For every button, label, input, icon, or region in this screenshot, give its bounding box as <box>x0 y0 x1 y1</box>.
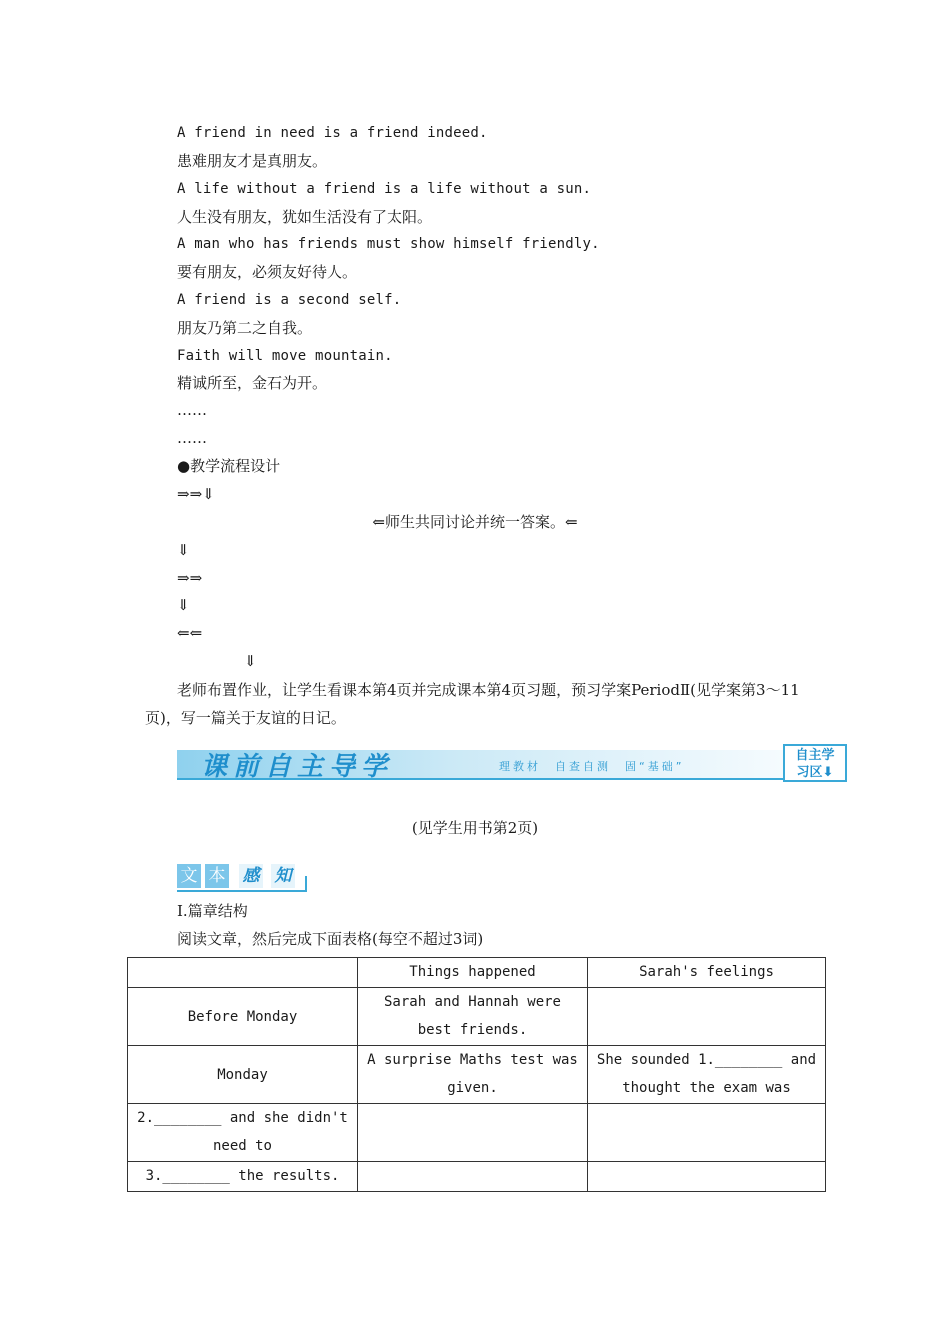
instruction: 阅读文章，然后完成下面表格(每空不超过3词) <box>177 930 484 948</box>
page-reference: (见学生用书第2页) <box>411 819 539 837</box>
structure-table <box>127 957 826 1192</box>
table-cell: Before Monday <box>128 988 358 1046</box>
banner-subtitle: 理教材 自查自测 固“基础” <box>499 760 685 773</box>
proverb-en-3: A man who has friends must show himself friendly. <box>177 236 600 252</box>
table-cell <box>358 1162 588 1192</box>
homework-paragraph: 老师布置作业，让学生看课本第4页并完成课本第4页习题，预习学案PeriodⅡ(见学案第3～11页)，写一篇关于友谊的日记。 <box>145 681 800 727</box>
table-header <box>128 958 358 988</box>
badge-line-1: 自主学 <box>795 748 835 763</box>
table-row <box>128 988 826 1046</box>
flow-arrows: ⇓ <box>244 652 257 670</box>
flow-arrows: ⇒⇒⇓ <box>177 485 215 503</box>
proverb-en-5: Faith will move mountain. <box>177 348 393 364</box>
proverb-cn-1: 患难朋友才是真朋友。 <box>177 152 328 170</box>
flow-arrows: ⇐⇐ <box>177 624 203 642</box>
proverb-cn-3: 要有朋友，必须友好待人。 <box>177 263 358 281</box>
table-row <box>128 1162 826 1192</box>
tag-char: 知 <box>271 864 295 888</box>
flow-arrows: ⇓ <box>177 596 190 614</box>
flow-discussion: ⇐师生共同讨论并统一答案。⇐ <box>372 513 578 531</box>
table-cell: 3.________ the results. <box>128 1162 358 1192</box>
tag-char: 本 <box>205 864 229 888</box>
table-header: Sarah's feelings <box>588 958 826 988</box>
table-cell: A surprise Maths test was given. <box>358 1046 588 1104</box>
self-study-badge <box>783 744 847 782</box>
banner-title: 课前自主导学 <box>201 752 394 782</box>
tag-char: 感 <box>239 864 263 888</box>
table-row <box>128 1104 826 1162</box>
flow-arrows: ⇒⇒ <box>177 569 203 587</box>
table-row <box>128 1046 826 1104</box>
tag-underline <box>177 890 307 892</box>
table-header-row <box>128 958 826 988</box>
proverb-en-4: A friend is a second self. <box>177 292 402 308</box>
table-cell <box>588 1162 826 1192</box>
proverb-cn-2: 人生没有朋友，犹如生活没有了太阳。 <box>177 208 433 226</box>
proverb-cn-5: 精诚所至，金石为开。 <box>177 374 328 392</box>
proverb-en-2: A life without a friend is a life without a sun. <box>177 181 592 197</box>
ellipsis: …… <box>177 401 207 419</box>
table-cell <box>358 1104 588 1162</box>
table-cell: 2.________ and she didn't need to <box>128 1104 358 1162</box>
flow-heading: ●教学流程设计 <box>177 457 281 475</box>
ellipsis: …… <box>177 429 207 447</box>
part-heading: Ⅰ.篇章结构 <box>177 902 248 920</box>
badge-line-2: 习区⬇ <box>796 765 834 780</box>
tag-underline <box>305 876 307 892</box>
tag-char: 文 <box>177 864 201 888</box>
proverb-cn-4: 朋友乃第二之自我。 <box>177 319 313 337</box>
table-header: Things happened <box>358 958 588 988</box>
table-cell: She sounded 1.________ and thought the exam was <box>588 1046 826 1104</box>
proverb-en-1: A friend in need is a friend indeed. <box>177 125 488 141</box>
table-cell: Monday <box>128 1046 358 1104</box>
flow-arrows: ⇓ <box>177 541 190 559</box>
section-banner <box>177 744 849 784</box>
table-cell: Sarah and Hannah were best friends. <box>358 988 588 1046</box>
table-cell <box>588 1104 826 1162</box>
table-cell <box>588 988 826 1046</box>
